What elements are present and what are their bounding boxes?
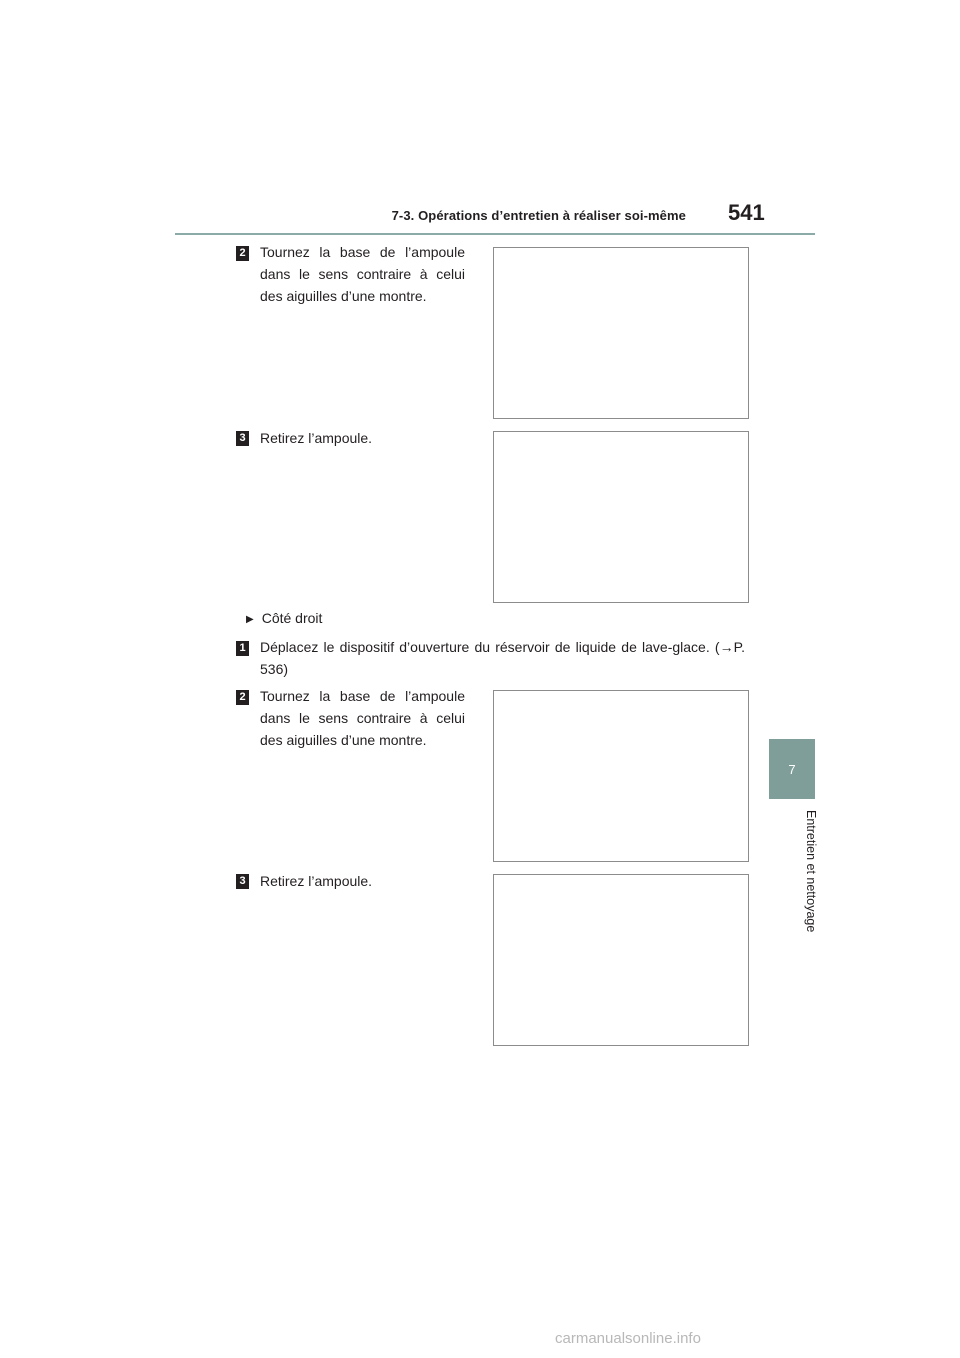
header-divider (175, 233, 815, 235)
illustration-figure (493, 431, 749, 603)
section-title: 7-3. Opérations d’entretien à réaliser soi-même (391, 208, 686, 223)
illustration-figure (493, 247, 749, 419)
illustration-figure (493, 874, 749, 1046)
step-badge: 2 (236, 690, 249, 705)
triangle-bullet-icon: ▶ (246, 614, 254, 625)
watermark: carmanualsonline.info (555, 1330, 701, 1347)
chapter-tab (769, 739, 815, 799)
illustration-figure (493, 690, 749, 862)
page-number: 541 (728, 200, 765, 225)
step-text: Retirez l’ampoule. (260, 430, 373, 446)
section-heading-label: Côté droit (261, 610, 323, 626)
section-heading-right-side (246, 610, 322, 626)
step-badge: 3 (236, 874, 249, 889)
step-badge: 3 (236, 431, 249, 446)
step-badge: 2 (236, 246, 249, 261)
chapter-label: Entretien et nettoyage (804, 810, 818, 933)
step-text: Retirez l’ampoule. (260, 873, 373, 889)
step-text: Tournez la base de l’ampoule dans le sens contraire à celui des aiguilles d’une montre. (260, 244, 465, 304)
step-text: Tournez la base de l’ampoule dans le sens contraire à celui des aiguilles d’une montre. (260, 688, 465, 748)
step-text: Déplacez le dispositif d’ouverture du réservoir de liquide de lave-glace. (→P. 536) (260, 639, 745, 677)
chapter-number: 7 (788, 761, 796, 777)
step-badge: 1 (236, 641, 249, 656)
